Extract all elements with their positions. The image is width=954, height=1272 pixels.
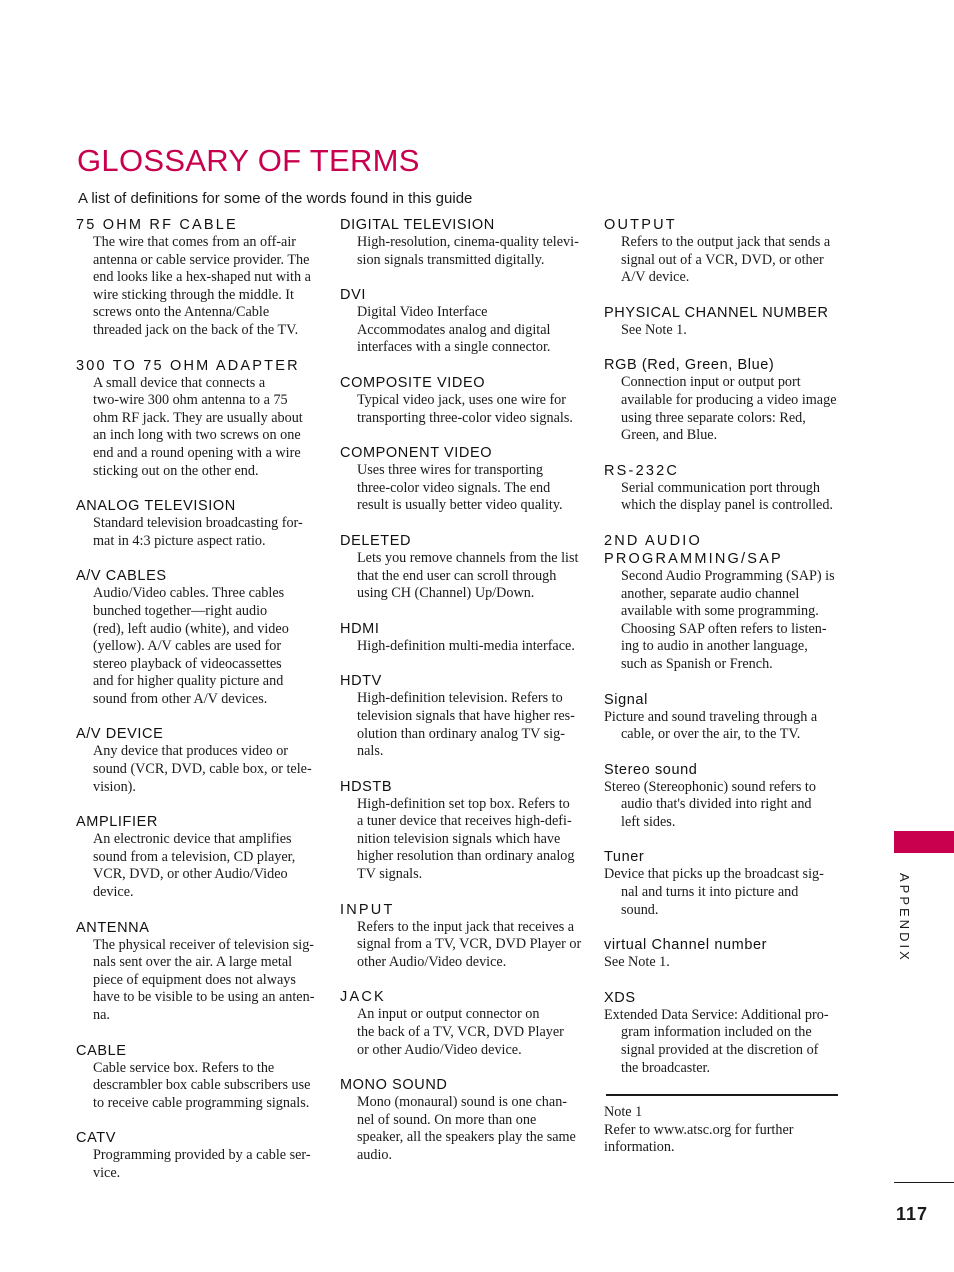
glossary-term: DELETED: [340, 532, 412, 549]
glossary-term: ANTENNA: [76, 919, 150, 936]
glossary-definition: Stereo (Stereophonic) sound refers to audio that's divided into right and left sides.: [604, 778, 816, 830]
glossary-term: HDMI: [340, 620, 380, 637]
glossary-definition: Lets you remove channels from the list that the end user can scroll through using CH (Channel) Up/Down.: [357, 549, 579, 602]
glossary-term: XDS: [604, 989, 636, 1006]
glossary-definition: The physical receiver of television sig- nals sent over the air. A large metal piece of equipment does not always have to be visible to be using an anten- na.: [93, 936, 315, 1023]
glossary-term: OUTPUT: [604, 217, 677, 233]
glossary-term: INPUT: [340, 901, 395, 918]
glossary-entry: [340, 374, 588, 427]
glossary-definition: Second Audio Programming (SAP) is another, separate audio channel available with some programming. Choosing SAP often refers to listen- ing to audio in another language, such as Spanish or French.: [621, 567, 835, 672]
glossary-column-1: [76, 216, 324, 1200]
glossary-term: virtual Channel number: [604, 937, 768, 954]
glossary-column-3: [604, 216, 852, 1157]
glossary-entry: [340, 620, 588, 656]
glossary-entry: [76, 919, 324, 1025]
page-title: GLOSSARY OF TERMS: [77, 143, 420, 178]
glossary-term: COMPOSITE VIDEO: [340, 374, 486, 391]
glossary-definition: Refers to the output jack that sends a signal out of a VCR, DVD, or other A/V device.: [621, 234, 831, 286]
glossary-definition: See Note 1.: [604, 954, 670, 971]
glossary-entry: [76, 357, 324, 481]
glossary-definition: See Note 1.: [621, 321, 687, 338]
glossary-definition: Any device that produces video or sound (VCR, DVD, cable box, or tele- vision).: [93, 743, 312, 795]
footnote: Note 1 Refer to www.atsc.org for further information.: [604, 1104, 794, 1156]
note-divider: [606, 1094, 838, 1096]
glossary-definition: Mono (monaural) sound is one chan- nel of sound. On more than one speaker, all the speakers play the same audio.: [357, 1094, 576, 1163]
glossary-term: RGB (Red, Green, Blue): [604, 357, 775, 374]
appendix-tab-marker: [894, 831, 954, 853]
glossary-term: HDTV: [340, 673, 382, 690]
glossary-definition: An input or output connector on the back of a TV, VCR, DVD Player or other Audio/Video device.: [357, 1006, 564, 1058]
glossary-definition: Uses three wires for transporting three-color video signals. The end result is usually better video quality.: [357, 462, 563, 514]
glossary-term: HDSTB: [340, 778, 393, 795]
glossary-definition: Connection input or output port available for producing a video image using three separate colors: Red, Green, and Blue.: [621, 374, 837, 444]
glossary-term: 2ND AUDIO PROGRAMMING/SAP: [604, 532, 783, 567]
glossary-entry: [604, 216, 852, 287]
glossary-term: DIGITAL TELEVISION: [340, 217, 495, 233]
glossary-entry: [76, 1129, 324, 1182]
glossary-term: Signal: [604, 691, 648, 708]
glossary-entry: [340, 1076, 588, 1164]
glossary-definition: Typical video jack, uses one wire for transporting three-color video signals.: [357, 391, 573, 426]
glossary-entry: [76, 216, 324, 340]
glossary-entry: [340, 286, 588, 357]
glossary-entry: [76, 813, 324, 901]
glossary-entry: [340, 532, 588, 603]
glossary-entry: [340, 216, 588, 269]
page-subtitle: A list of definitions for some of the words found in this guide: [78, 190, 473, 207]
glossary-term: CATV: [76, 1130, 116, 1147]
glossary-entry: [76, 497, 324, 550]
glossary-definition: High-resolution, cinema-quality televi- sion signals transmitted digitally.: [357, 234, 579, 268]
glossary-entry: [604, 989, 852, 1077]
glossary-term: 300 TO 75 OHM ADAPTER: [76, 357, 300, 374]
glossary-term: RS-232C: [604, 462, 680, 479]
glossary-term: COMPONENT VIDEO: [340, 445, 493, 462]
glossary-entry: [604, 532, 852, 674]
page-number-divider: [894, 1182, 954, 1183]
glossary-entry: [76, 567, 324, 708]
glossary-term: AMPLIFIER: [76, 814, 158, 831]
glossary-entry: [340, 778, 588, 884]
glossary-definition: The wire that comes from an off-air antenna or cable service provider. The end looks like a hex-shaped nut with a wire sticking through the middle. It screws onto the Antenna/Cable threaded jack on the back of the TV.: [93, 234, 311, 338]
glossary-definition: Device that picks up the broadcast sig- nal and turns it into picture and sound.: [604, 866, 824, 918]
glossary-entry: [76, 1042, 324, 1113]
glossary-definition: Extended Data Service: Additional pro- gram information included on the signal provided at the discretion of the broadcaster.: [604, 1006, 829, 1076]
glossary-entry: [604, 462, 852, 515]
glossary-definition: Standard television broadcasting for- mat in 4:3 picture aspect ratio.: [93, 515, 303, 549]
glossary-entry: [604, 356, 852, 444]
glossary-term: Stereo sound: [604, 761, 698, 778]
glossary-definition: Digital Video Interface Accommodates analog and digital interfaces with a single connector.: [357, 304, 551, 356]
glossary-term: Tuner: [604, 849, 645, 866]
glossary-entry: [340, 444, 588, 515]
glossary-definition: An electronic device that amplifies sound from a television, CD player, VCR, DVD, or other Audio/Video device.: [93, 831, 296, 901]
glossary-definition: Audio/Video cables. Three cables bunched together—right audio (red), left audio (white), and video (yellow). A/V cables are used for stereo playback of videocassettes and for higher quality picture and sound from other A/V devices.: [93, 585, 289, 707]
glossary-entry: [604, 691, 852, 744]
page-number: 117: [896, 1204, 929, 1224]
glossary-entry: [76, 725, 324, 796]
glossary-column-2: [340, 216, 588, 1182]
glossary-definition: High-definition multi-media interface.: [357, 637, 575, 654]
glossary-term: PHYSICAL CHANNEL NUMBER: [604, 304, 829, 321]
glossary-term: A/V DEVICE: [76, 726, 164, 743]
glossary-definition: High-definition set top box. Refers to a tuner device that receives high-defi- nition television signals which have higher resolution than ordinary analog TV signals.: [357, 795, 575, 883]
glossary-term: A/V CABLES: [76, 568, 167, 585]
glossary-term: MONO SOUND: [340, 1077, 448, 1094]
glossary-definition: Picture and sound traveling through a cable, or over the air, to the TV.: [604, 708, 818, 743]
glossary-term: 75 OHM RF CABLE: [76, 217, 238, 233]
glossary-definition: Serial communication port through which the display panel is controlled.: [621, 479, 833, 514]
glossary-term: JACK: [340, 989, 386, 1006]
glossary-entry: [604, 936, 852, 972]
glossary-entry: [604, 848, 852, 919]
glossary-entry: [604, 304, 852, 340]
glossary-entry: [340, 988, 588, 1059]
glossary-definition: Programming provided by a cable ser- vice.: [93, 1147, 311, 1181]
glossary-definition: A small device that connects a two-wire 300 ohm antenna to a 75 ohm RF jack. They are usually about an inch long with two screws on one end and a round opening with a wire sticking out on the other end.: [93, 374, 303, 479]
glossary-entry: [604, 761, 852, 832]
appendix-section-label: APPENDIX: [897, 873, 912, 963]
glossary-definition: Refers to the input jack that receives a signal from a TV, VCR, DVD Player or other Audio/Video device.: [357, 918, 582, 970]
glossary-term: CABLE: [76, 1042, 127, 1059]
glossary-definition: Cable service box. Refers to the descrambler box cable subscribers use to receive cable programming signals.: [93, 1059, 311, 1111]
glossary-entry: [340, 672, 588, 760]
glossary-term: DVI: [340, 287, 366, 304]
glossary-definition: High-definition television. Refers to television signals that have higher res- olution than ordinary analog TV sig- nals.: [357, 690, 575, 760]
glossary-term: ANALOG TELEVISION: [76, 498, 236, 515]
glossary-entry: [340, 901, 588, 972]
